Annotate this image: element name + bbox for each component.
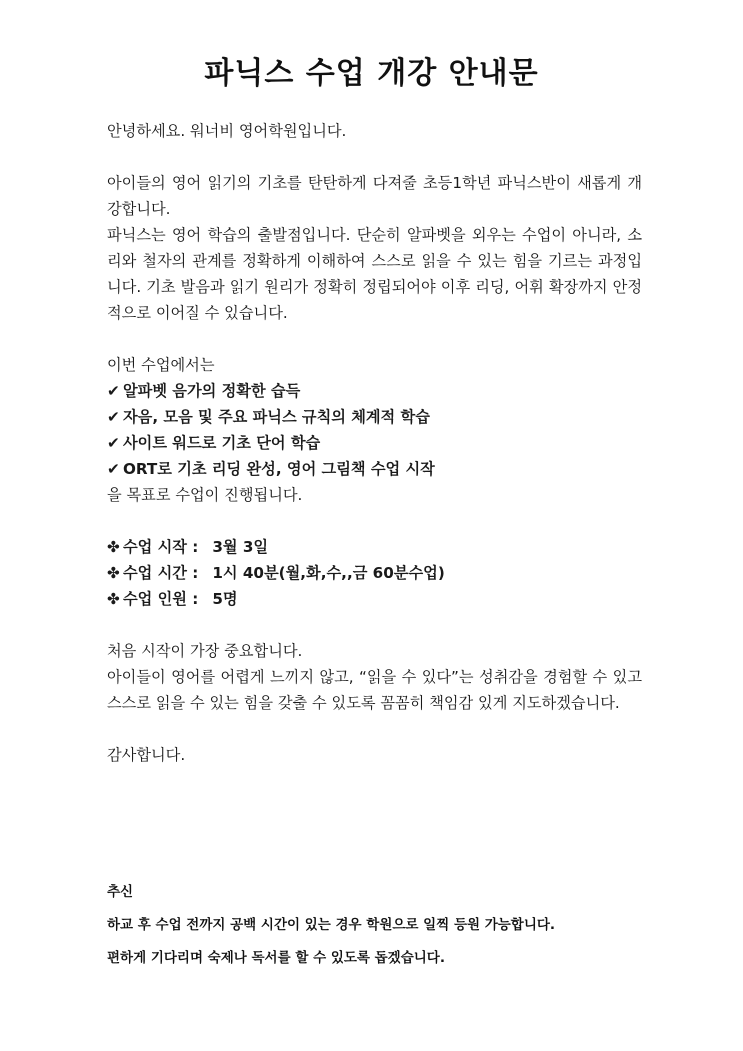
postscript-line-2: 편하게 기다리며 숙제나 독서를 할 수 있도록 돕겠습니다. bbox=[107, 950, 445, 966]
goal-item-text: 사이트 워드로 기초 단어 학습 bbox=[123, 434, 321, 452]
goal-item bbox=[107, 404, 642, 430]
postscript-heading: 추신 bbox=[107, 884, 134, 900]
goal-item bbox=[107, 430, 642, 456]
info-class-time bbox=[107, 560, 642, 586]
goals-lead: 이번 수업에서는 bbox=[107, 356, 215, 374]
checkmark-icon: ✔ bbox=[107, 434, 120, 452]
info-value: 1시 40분(월,화,수,,금 60분수업) bbox=[212, 564, 445, 582]
info-value: 5명 bbox=[212, 590, 238, 608]
greeting-text: 안녕하세요. 워너비 영어학원입니다. bbox=[107, 122, 347, 140]
postscript-line-1: 하교 후 수업 전까지 공백 시간이 있는 경우 학원으로 일찍 등원 가능합니다. bbox=[107, 917, 556, 933]
thanks-text: 감사합니다. bbox=[107, 746, 186, 764]
info-label: 수업 시간 : bbox=[123, 564, 199, 582]
goals-tail: 을 목표로 수업이 진행됩니다. bbox=[107, 486, 303, 504]
closing-text-2: 아이들이 영어를 어렵게 느끼지 않고, “읽을 수 있다”는 성취감을 경험할 수 있고 스스로 읽을 수 있는 힘을 갖출 수 있도록 꼼꼼히 책임감 있게 지도하겠습니다. bbox=[107, 668, 642, 712]
bullet-icon: ✤ bbox=[107, 590, 120, 608]
notice-body bbox=[107, 118, 642, 768]
closing-text-1: 처음 시작이 가장 중요합니다. bbox=[107, 642, 303, 660]
intro-paragraph-2: 파닉스는 영어 학습의 출발점입니다. 단순히 알파벳을 외우는 수업이 아니라, 소리와 철자의 관계를 정확하게 이해하여 스스로 읽을 수 있는 힘을 기르는 과정입니다. 기초 발음과 읽기 원리가 정확히 정립되어야 이후 리딩, 어휘 확장까지 안정적으로 이어질 수 있습니다. bbox=[107, 226, 642, 322]
postscript bbox=[107, 876, 667, 975]
info-label: 수업 시작 : bbox=[123, 538, 199, 556]
goal-item-text: 자음, 모음 및 주요 파닉스 규칙의 체계적 학습 bbox=[123, 408, 430, 426]
goal-item bbox=[107, 456, 642, 482]
info-label: 수업 인원 : bbox=[123, 590, 199, 608]
bullet-icon: ✤ bbox=[107, 564, 120, 582]
goal-item bbox=[107, 378, 642, 404]
checkmark-icon: ✔ bbox=[107, 408, 120, 426]
goal-item-text: 알파벳 음가의 정확한 습득 bbox=[123, 382, 301, 400]
checkmark-icon: ✔ bbox=[107, 460, 120, 478]
bullet-icon: ✤ bbox=[107, 538, 120, 556]
goal-item-text: ORT로 기초 리딩 완성, 영어 그림책 수업 시작 bbox=[123, 460, 435, 478]
info-value: 3월 3일 bbox=[212, 538, 269, 556]
checkmark-icon: ✔ bbox=[107, 382, 120, 400]
page-title: 파닉스 수업 개강 안내문 bbox=[204, 56, 539, 91]
info-start-date bbox=[107, 534, 642, 560]
intro-paragraph-1: 아이들의 영어 읽기의 기초를 탄탄하게 다져줄 초등1학년 파닉스반이 새롭게 개강합니다. bbox=[107, 174, 642, 218]
info-class-size bbox=[107, 586, 642, 612]
